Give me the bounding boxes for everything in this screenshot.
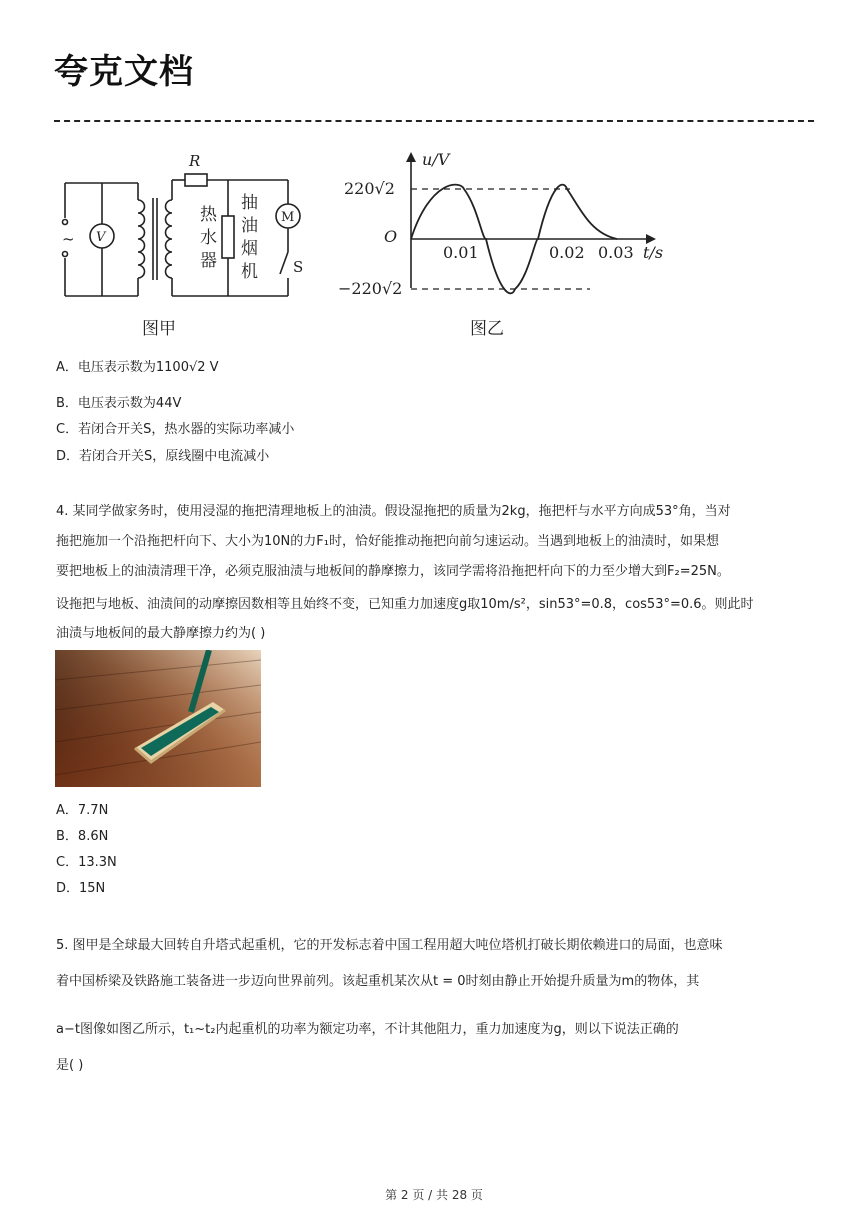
q4-option-d: D．15N: [56, 881, 106, 896]
voltmeter-label: V: [96, 230, 106, 245]
origin-label: O: [384, 227, 398, 246]
waveform-chart: [406, 152, 656, 293]
x-tick-label: 0.03: [598, 243, 634, 262]
q4-line: 要把地板上的油渍清理干净，必须克服油渍与地板间的静摩擦力，该同学需将沿拖把杆向下的力至少增大到F₂=25N。: [56, 564, 730, 579]
x-axis-label: t/s: [643, 243, 664, 262]
q3-option-d: D．若闭合开关S，原线圈中电流减小: [56, 449, 270, 464]
hood-char: 烟: [241, 239, 258, 259]
x-tick-label: 0.01: [443, 243, 479, 262]
q4-line: 设拖把与地板、油渍间的动摩擦因数相等且始终不变，已知重力加速度g取10m/s²，sin53°=0.8，cos53°=0.6。则此时: [56, 597, 754, 612]
q5-line: 着中国桥梁及铁路施工装备进一步迈向世界前列。该起重机某次从t = 0时刻由静止开始提升质量为m的物体，其: [56, 974, 700, 989]
page-footer: 第 2 页 / 共 28 页: [385, 1188, 483, 1202]
hood-char: 抽: [241, 193, 258, 213]
q4-line: 油渍与地板间的最大静摩擦力约为( ): [56, 626, 266, 641]
y-max-label: 220√2: [344, 179, 395, 198]
hood-char: 机: [241, 262, 258, 282]
mop-photo: [55, 650, 261, 787]
hood-char: 油: [241, 216, 258, 236]
q4-option-b: B．8.6N: [56, 829, 109, 844]
q4-line: 4. 某同学做家务时，使用浸湿的拖把清理地板上的油渍。假设湿拖把的质量为2kg，拖把杆与水平方向成53°角，当对: [56, 504, 731, 519]
brand-title: 夸克文档: [54, 52, 194, 92]
resistor-label: R: [189, 152, 201, 170]
heater-char: 水: [200, 228, 217, 248]
ac-symbol: ~: [62, 230, 75, 248]
y-axis-label: u/V: [422, 150, 450, 169]
q5-line: 是( ): [56, 1058, 84, 1073]
q4-option-a: A．7.7N: [56, 803, 109, 818]
figure-caption-left: 图甲: [142, 319, 176, 339]
heater-char: 器: [200, 251, 217, 271]
x-tick-label: 0.02: [549, 243, 585, 262]
switch-label: S: [293, 258, 304, 276]
q5-line: a−t图像如图乙所示，t₁~t₂内起重机的功率为额定功率，不计其他阻力，重力加速度为g，则以下说法正确的: [56, 1022, 679, 1037]
y-min-label: −220√2: [338, 279, 403, 298]
q4-line: 拖把施加一个沿拖把杆向下、大小为10N的力F₁时，恰好能推动拖把向前匀速运动。当遇到地板上的油渍时，如果想: [56, 534, 719, 549]
q3-option-c: C．若闭合开关S，热水器的实际功率减小: [56, 422, 295, 437]
q5-line: 5. 图甲是全球最大回转自升塔式起重机，它的开发标志着中国工程用超大吨位塔机打破长期依赖进口的局面，也意味: [56, 938, 723, 953]
q3-option-a: A．电压表示数为1100√2 V: [56, 360, 219, 375]
heater-char: 热: [200, 205, 217, 225]
q3-option-b: B．电压表示数为44V: [56, 396, 182, 411]
figure-caption-right: 图乙: [470, 319, 504, 339]
q4-option-c: C．13.3N: [56, 855, 117, 870]
header-divider: [54, 120, 814, 122]
motor-label: M: [281, 210, 295, 225]
